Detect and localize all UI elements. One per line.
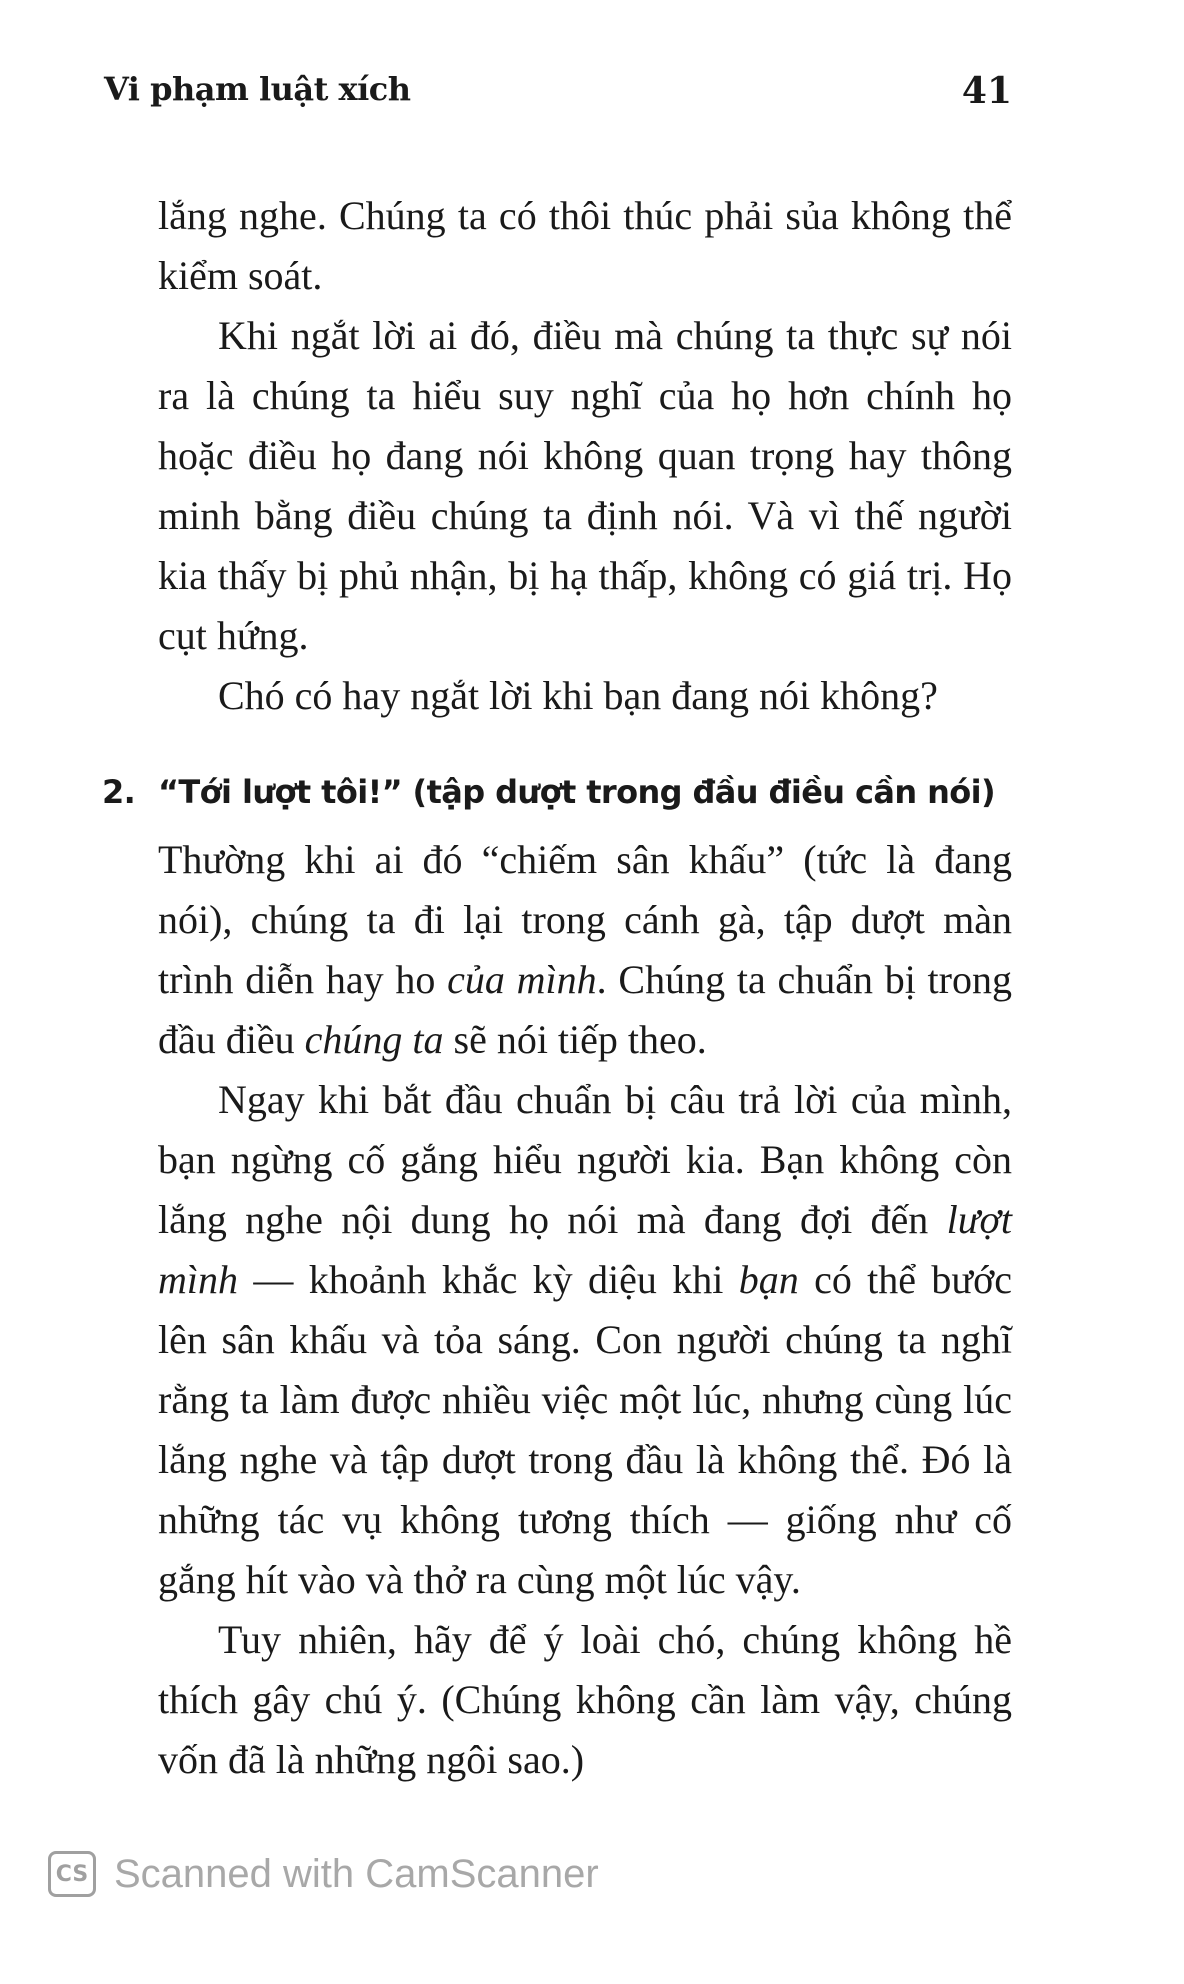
text-run: Ngay khi bắt đầu chuẩn bị câu trả lời của mình, bạn ngừng cố gắng hiểu người kia. Bạn không còn lắng nghe nội dung họ nói mà đang đợi đến (158, 1077, 1012, 1242)
text-run: Thường khi ai đó “chiếm sân khấu” (tức là đang nói), chúng ta đi lại trong cánh gà, tập dượt màn trình diễn hay ho (158, 837, 1012, 1002)
scanner-watermark (48, 1846, 599, 1902)
scanned-with-text: Scanned with CamScanner (114, 1851, 599, 1896)
emphasis: bạn (738, 1257, 799, 1302)
running-head (104, 70, 1012, 130)
paragraph-waiting-turn (158, 1070, 1012, 1610)
text-run: sẽ nói tiếp theo. (443, 1017, 707, 1062)
body-text (102, 186, 1012, 1790)
paragraph-dog-question: Chó có hay ngắt lời khi bạn đang nói không? (218, 673, 938, 718)
emphasis: của mình (447, 957, 597, 1002)
emphasis: chúng ta (304, 1017, 444, 1062)
section-heading (102, 762, 1012, 822)
paragraph-interrupting: Khi ngắt lời ai đó, điều mà chúng ta thực sự nói ra là chúng ta hiểu suy nghĩ của họ hơn chính họ hoặc điều họ đang nói không quan trọng hay thông minh bằng điều chúng ta định nói. Và vì thế người kia thấy bị phủ nhận, bị hạ thấp, không có giá trị. Họ cụt hứng. (158, 313, 1012, 658)
section-title: “Tới lượt tôi!” (tập dượt trong đầu điều cần nói) (158, 773, 996, 811)
section-spacer (158, 726, 1012, 762)
paragraph-dogs-stars: Tuy nhiên, hãy để ý loài chó, chúng không hề thích gây chú ý. (Chúng không cần làm vậy, chúng vốn đã là những ngôi sao.) (158, 1617, 1012, 1782)
text-run: — khoảnh khắc kỳ diệu khi (238, 1257, 739, 1302)
paragraph-continuation: lắng nghe. Chúng ta có thôi thúc phải sủa không thể kiểm soát. (158, 193, 1012, 298)
page-number: 41 (961, 70, 1012, 112)
text-run: . Chúng ta chuẩn bị trong đầu điều (158, 957, 1012, 1062)
paragraph-rehearsing (158, 830, 1012, 1070)
emphasis: lượt mình (158, 1197, 1012, 1302)
running-title: Vi phạm luật xích (104, 70, 411, 108)
text-run: có thể bước lên sân khấu và tỏa sáng. Con người chúng ta nghĩ rằng ta làm được nhiều việc một lúc, nhưng cùng lúc lắng nghe và tập dượt trong đầu là không thể. Đó là những tác vụ không tương thích — giống như cố gắng hít vào và thở ra cùng một lúc vậy. (158, 1257, 1012, 1602)
section-number: 2. (102, 773, 136, 811)
camscanner-logo-icon: CS (48, 1851, 96, 1897)
